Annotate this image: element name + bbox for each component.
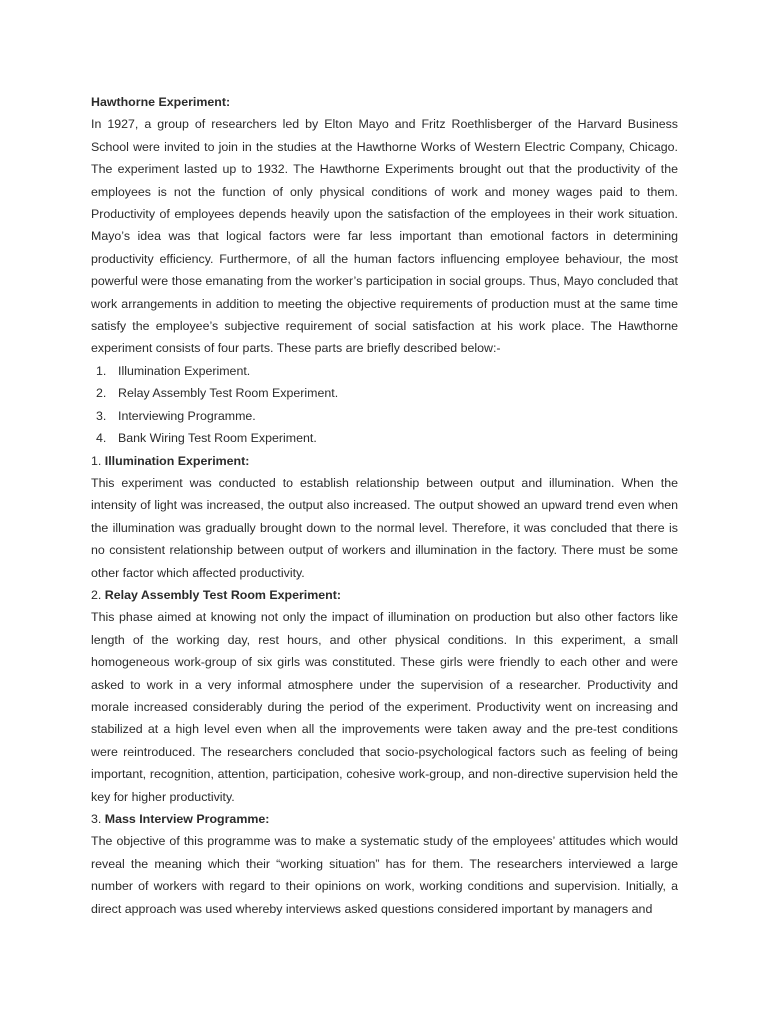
section-title: Relay Assembly Test Room Experiment: bbox=[104, 587, 341, 602]
section-title: Illumination Experiment: bbox=[104, 453, 250, 468]
list-item-number: 2. bbox=[96, 386, 107, 401]
section-body-mass-interview: The objective of this programme was to make a systematic study of the employees’ attitudes which would reveal the meaning which their “working situation” has for them. The researchers interviewed a large number of workers with regard to their opinions on work, working conditions and supervision. Initially, a direct approach was used whereby interviews asked questions considered important by managers and bbox=[91, 834, 678, 916]
list-item bbox=[96, 405, 678, 427]
section-heading-mass-interview bbox=[91, 808, 678, 830]
list-item bbox=[96, 382, 678, 404]
list-item-label: Illumination Experiment. bbox=[118, 363, 251, 378]
document-body bbox=[91, 91, 678, 920]
list-item-label: Bank Wiring Test Room Experiment. bbox=[118, 431, 317, 446]
section-title: Mass Interview Programme: bbox=[104, 812, 270, 826]
section-heading-illumination bbox=[91, 450, 678, 472]
intro-paragraph: In 1927, a group of researchers led by Elton Mayo and Fritz Roethlisberger of the Harvard Business School were invited to join in the studies at the Hawthorne Works of Western Electric Company, Chicago. The experiment lasted up to 1932. The Hawthorne Experiments brought out that the productivity of the employees is not the function of only physical conditions of work and money wages paid to them. Productivity of employees depends heavily upon the satisfaction of the employees in their work situation. Mayo’s idea was that logical factors were far less important than emotional factors in determining productivity efficiency. Furthermore, of all the human factors influencing employee behaviour, the most powerful were those emanating from the worker’s participation in social groups. Thus, Mayo concluded that work arrangements in addition to meeting the objective requirements of production must at the same time satisfy the employee’s subjective requirement of social satisfaction at his work place. The Hawthorne experiment consists of four parts. These parts are briefly described below:- bbox=[91, 117, 678, 356]
parts-list bbox=[91, 360, 678, 450]
list-item-label: Relay Assembly Test Room Experiment. bbox=[118, 386, 339, 401]
list-item-number: 3. bbox=[96, 408, 107, 423]
section-number: 3. bbox=[91, 812, 102, 826]
section-heading-relay-assembly bbox=[91, 584, 678, 606]
list-item-number: 1. bbox=[96, 363, 107, 378]
section-body-relay-assembly: This phase aimed at knowing not only the impact of illumination on production but also other factors like length of the working day, rest hours, and other physical conditions. In this experiment, a small homogeneous work-group of six girls was constituted. These girls were friendly to each other and were asked to work in a very informal atmosphere under the supervision of a researcher. Productivity and morale increased considerably during the period of the experiment. Productivity went on increasing and stabilized at a high level even when all the improvements were taken away and the pre-test conditions were reintroduced. The researchers concluded that socio-psychological factors such as feeling of being important, recognition, attention, participation, cohesive work-group, and non-directive supervision held the key for higher productivity. bbox=[91, 610, 678, 804]
list-item-number: 4. bbox=[96, 431, 107, 446]
section-number: 1. bbox=[91, 453, 102, 468]
section-body-illumination: This experiment was conducted to establish relationship between output and illumination. When the intensity of light was increased, the output also increased. The output showed an upward trend even when the illumination was gradually brought down to the normal level. Therefore, it was concluded that there is no consistent relationship between output of workers and illumination in the factory. There must be some other factor which affected productivity. bbox=[91, 475, 678, 580]
list-item bbox=[96, 360, 678, 382]
list-item bbox=[96, 427, 678, 449]
list-item-label: Interviewing Programme. bbox=[118, 408, 256, 423]
section-number: 2. bbox=[91, 587, 102, 602]
document-heading: Hawthorne Experiment: bbox=[91, 95, 231, 109]
